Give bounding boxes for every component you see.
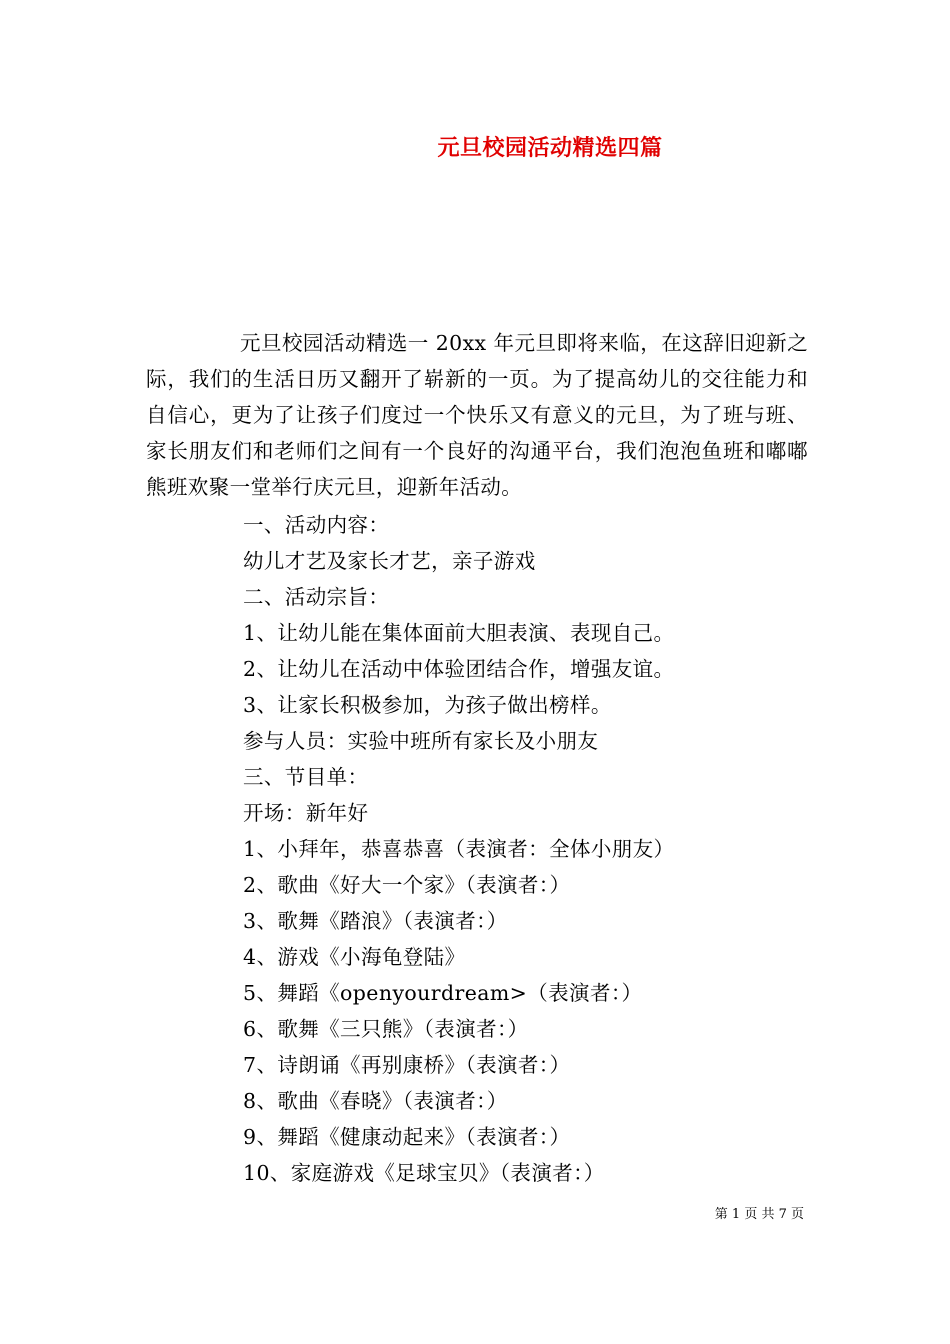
purpose-item: 1、让幼儿能在集体面前大胆表演、表现自己。 <box>243 621 675 645</box>
program-item: 1、小拜年，恭喜恭喜（表演者：全体小朋友） <box>243 837 675 861</box>
program-item: 8、歌曲《春晓》（表演者：） <box>243 1089 508 1113</box>
section-heading-program: 三、节目单： <box>243 765 369 789</box>
page-footer: 第 1 页 共 7 页 <box>714 1207 804 1222</box>
program-item: 5、舞蹈《openyourdream>（表演者：） <box>243 981 643 1005</box>
purpose-item: 2、让幼儿在活动中体验团结合作，增强友谊。 <box>243 657 675 681</box>
purpose-item: 3、让家长积极参加，为孩子做出榜样。 <box>243 693 612 717</box>
program-item: 2、歌曲《好大一个家》（表演者：） <box>243 873 571 897</box>
program-item: 7、诗朗诵《再别康桥》（表演者：） <box>243 1053 571 1077</box>
program-opening: 开场：新年好 <box>243 801 369 825</box>
content-lines <box>243 507 823 1191</box>
content-text: 幼儿才艺及家长才艺，亲子游戏 <box>243 549 536 573</box>
intro-paragraph: 元旦校园活动精选一 20xx 年元旦即将来临，在这辞旧迎新之际，我们的生活日历又翻开了崭新的一页。为了提高幼儿的交往能力和自信心，更为了让孩子们度过一个快乐又有意义的元旦，为了班与班、家长朋友们和老师们之间有一个良好的沟通平台，我们泡泡鱼班和嘟嘟熊班欢聚一堂举行庆元旦，迎新年活动。 <box>146 331 808 499</box>
participants-text: 参与人员：实验中班所有家长及小朋友 <box>243 729 599 753</box>
section-heading-content: 一、活动内容： <box>243 513 390 537</box>
program-item: 10、家庭游戏《足球宝贝》（表演者：） <box>243 1161 605 1185</box>
program-item: 4、游戏《小海龟登陆》 <box>243 945 466 969</box>
program-item: 3、歌舞《踏浪》（表演者：） <box>243 909 508 933</box>
program-item: 6、歌舞《三只熊》（表演者：） <box>243 1017 529 1041</box>
program-item: 9、舞蹈《健康动起来》（表演者：） <box>243 1125 571 1149</box>
section-heading-purpose: 二、活动宗旨： <box>243 585 390 609</box>
document-title: 元旦校园活动精选四篇 <box>437 135 663 161</box>
